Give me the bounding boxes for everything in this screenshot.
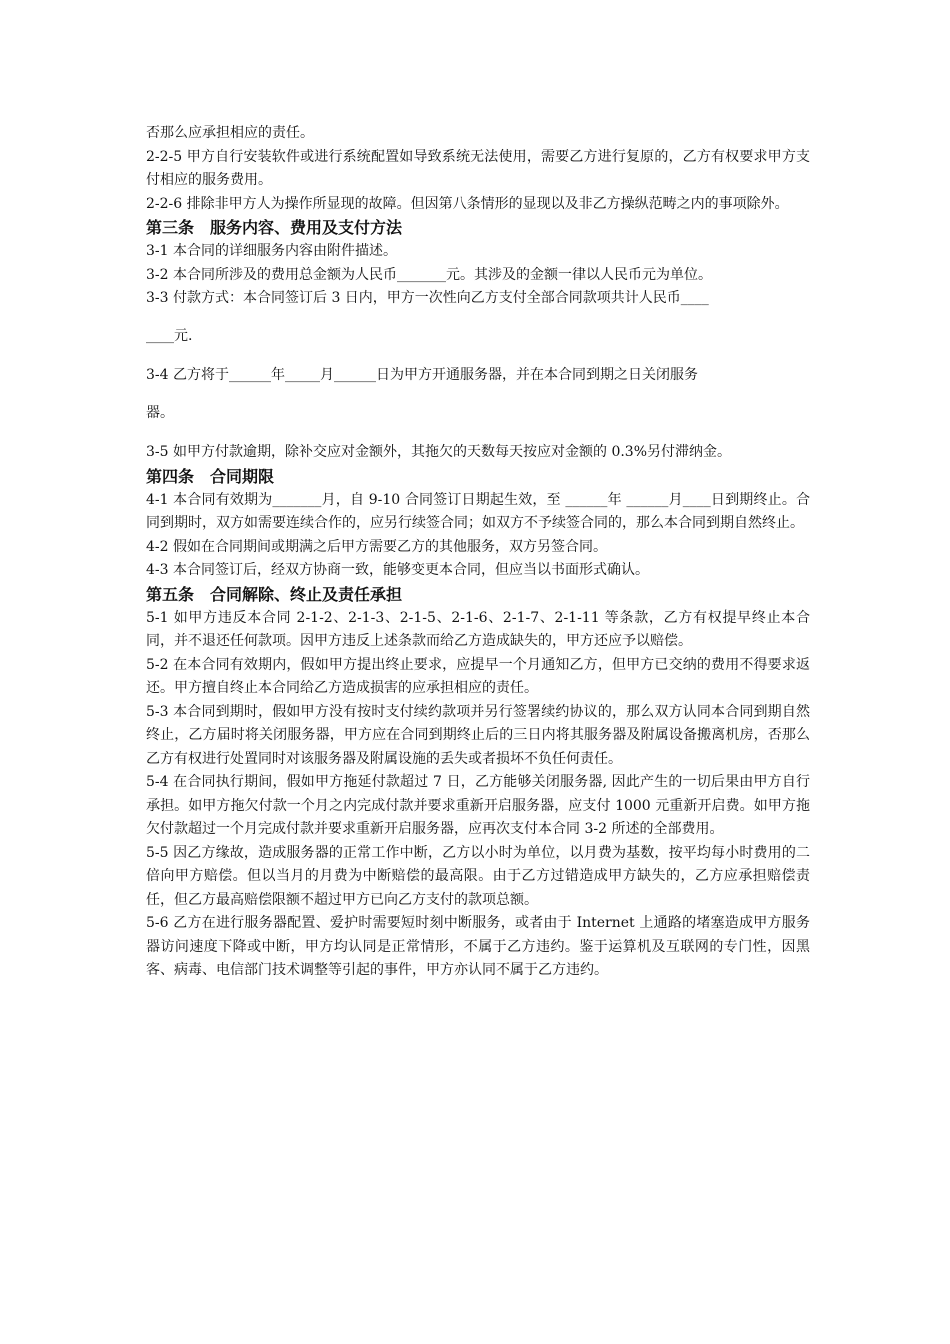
clause-4-3: 4-3 本合同签订后，经双方协商一致，能够变更本合同，但应当以书面形式确认。	[146, 562, 649, 578]
clause-3-4: 3-4 乙方将于______年_____月______日为甲方开通服务器，并在本合同到期之日关闭服务	[146, 367, 698, 383]
clause-5-2: 5-2 在本合同有效期内，假如甲方提出终止要求，应提早一个月通知乙方，但甲方已交纳的费用不得要求返还。甲方擅自终止本合同给乙方造成损害的应承担相应的责任。	[146, 656, 810, 696]
clause-2-2-6: 2-2-6 排除非甲方人为操作所显现的故障。但因第八条情形的显现以及非乙方操纵范畴之内的事项除外。	[146, 195, 789, 212]
clause-2-2-5: 2-2-5 甲方自行安装软件或进行系统配置如导致系统无法使用，需要乙方进行复原的，乙方有权要求甲方支付相应的服务费用。	[146, 148, 810, 188]
section-heading-5: 第五条 合同解除、终止及责任承担	[146, 584, 403, 604]
clause-3-3-cont: ____元.	[146, 327, 193, 344]
clause-3-5: 3-5 如甲方付款逾期，除补交应对金额外，其拖欠的天数每天按应对金额的 0.3%另付滞纳金。	[146, 444, 732, 460]
clause-4-1: 4-1 本合同有效期为_______月，自 9-10 合同签订日期起生效，至 ______年 ______月____日到期终止。合同到期时，双方如需要连续合作的，应另行续签合同；如双方不予续签合同的，那么本合同到期自然终止。	[146, 491, 810, 531]
clause-5-1: 5-1 如甲方违反本合同 2-1-2、2-1-3、2-1-5、2-1-6、2-1-7、2-1-11 等条款，乙方有权提早终止本合同，并不退还任何款项。因甲方违反上述条款而给乙方造成缺失的，甲方还应予以赔偿。	[146, 609, 810, 649]
clause-5-6: 5-6 乙方在进行服务器配置、爱护时需要短时刻中断服务，或者由于 Internet 上通路的堵塞造成甲方服务器访问速度下降或中断，甲方均认同是正常情形，不属于乙方违约。鉴于运算机及互联网的专门性，因黑客、病毒、电信部门技术调整等引起的事件，甲方亦认同不属于乙方违约。	[146, 915, 810, 978]
clause-5-4: 5-4 在合同执行期间，假如甲方拖延付款超过 7 日，乙方能够关闭服务器, 因此产生的一切后果由甲方自行承担。如甲方拖欠付款一个月之内完成付款并要求重新开启服务器，应支付 1000 元重新开启费。如甲方拖欠付款超过一个月完成付款并要求重新开启服务器，应再次支付本合同 3-2 所述的全部费用。	[146, 774, 810, 837]
clause-5-5: 5-5 因乙方缘故，造成服务器的正常工作中断，乙方以小时为单位，以月费为基数，按平均每小时费用的二倍向甲方赔偿。但以当月的月费为中断赔偿的最高限。由于乙方过错造成甲方缺失的，乙方应承担赔偿责任，但乙方最高赔偿限额不超过甲方已向乙方支付的款项总额。	[146, 844, 810, 908]
clause-3-3: 3-3 付款方式：本合同签订后 3 日内，甲方一次性向乙方支付全部合同款项共计人民币____	[146, 290, 709, 306]
clause-3-2: 3-2 本合同所涉及的费用总金额为人民币_______元。其涉及的金额一律以人民币元为单位。	[146, 266, 712, 283]
contract-page	[146, 122, 810, 983]
paragraph: 否那么应承担相应的责任。	[146, 125, 314, 141]
clause-5-3: 5-3 本合同到期时，假如甲方没有按时支付续约款项并另行签署续约协议的，那么双方认同本合同到期自然终止，乙方届时将关闭服务器，甲方应在合同到期终止后的三日内将其服务器及附属设备搬离机房，否那么乙方有权进行处置同时对该服务器及附属设施的丢失或者损坏不负任何责任。	[146, 703, 810, 767]
clause-4-2: 4-2 假如在合同期间或期满之后甲方需要乙方的其他服务，双方另签合同。	[146, 538, 607, 555]
clause-3-4-cont: 器。	[146, 404, 174, 421]
clause-3-1: 3-1 本合同的详细服务内容由附件描述。	[146, 243, 397, 259]
section-heading-3: 第三条 服务内容、费用及支付方法	[146, 218, 403, 237]
section-heading-4: 第四条 合同期限	[146, 466, 275, 486]
